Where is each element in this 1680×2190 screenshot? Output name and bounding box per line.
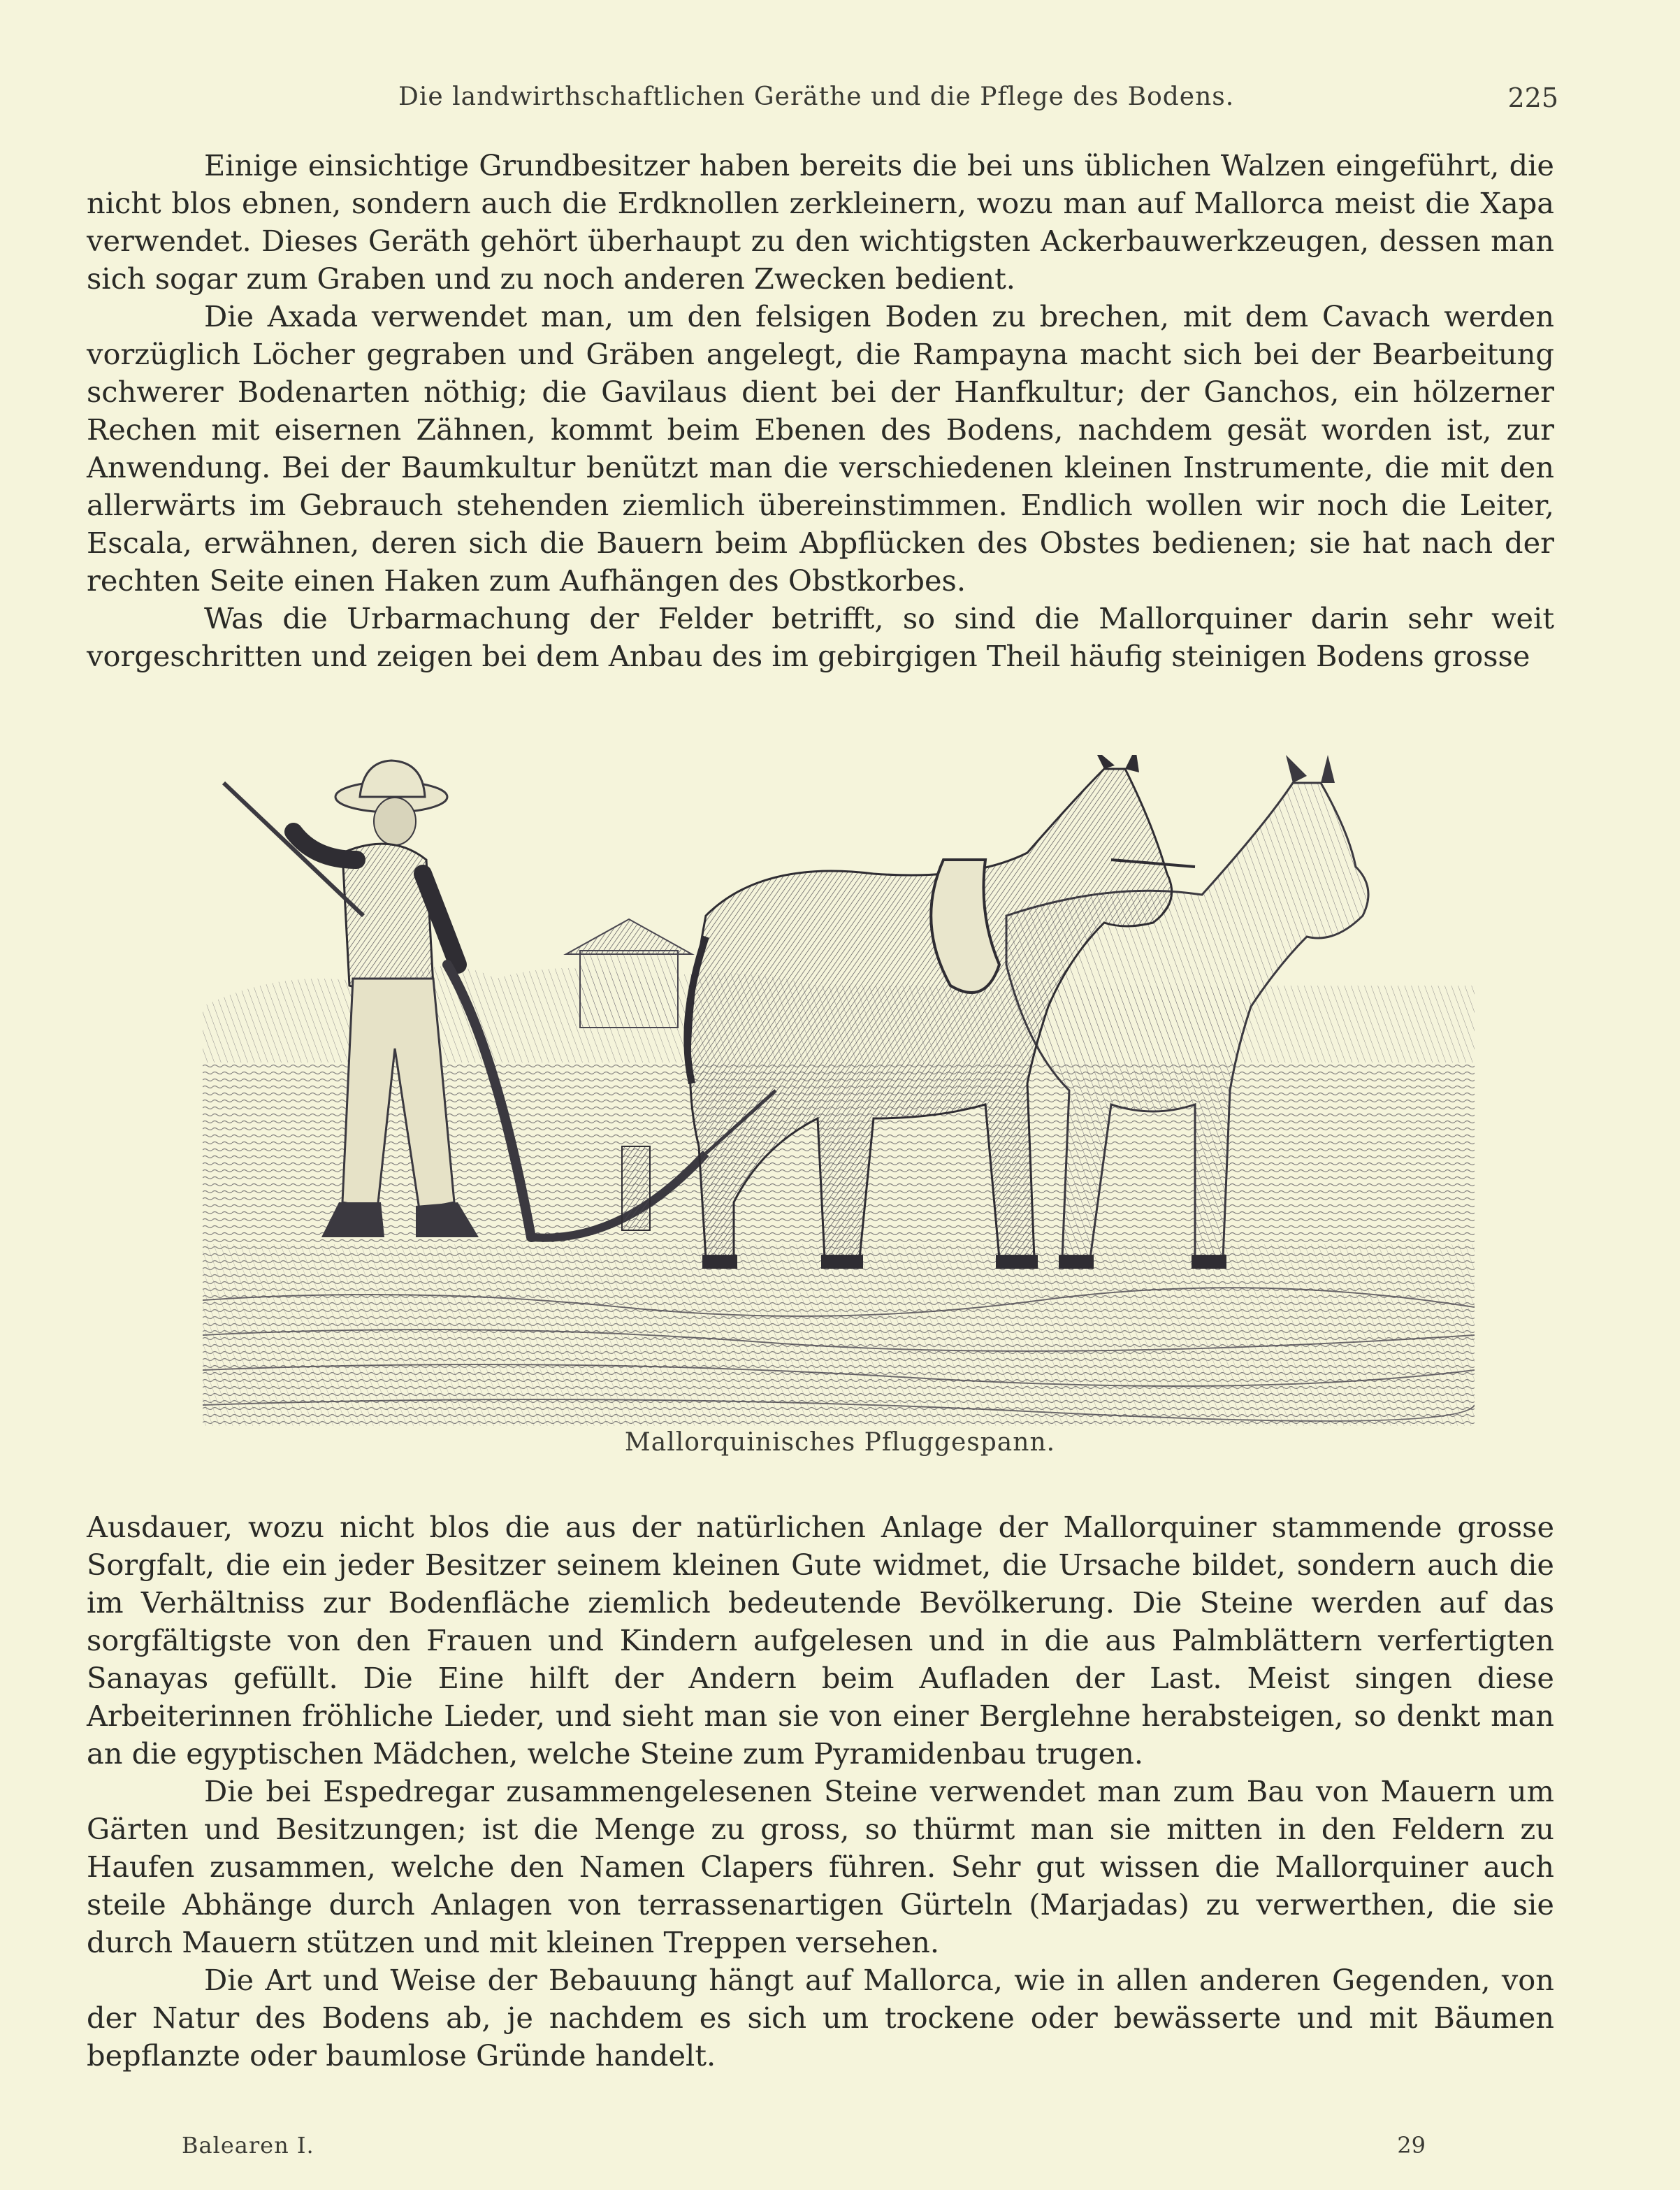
paragraph: Die Art und Weise der Bebauung hängt auf Mallorca, wie in allen anderen Gegenden, von der Natur des Bodens ab, je nachdem es sich um trockene oder bewässerte und mit Bäumen bepflanzte oder baumlose Gründe handelt.: [87, 1963, 1554, 2073]
paragraph: Die bei Espedregar zusammengelesenen Steine verwendet man zum Bau von Mauern um Gärten und Besitzungen; ist die Menge zu gross, so thürmt man sie mitten in den Feldern zu Haufen zusammen, welche den Namen Clapers führen. Sehr gut wissen die Mallorquiner auch steile Abhänge durch Anlagen von terrassenartigen Gürteln (Marjadas) zu verwerthen, die sie durch Mauern stützen und mit kleinen Treppen versehen.: [87, 1774, 1554, 1959]
page-footer: [182, 2132, 1426, 2167]
paragraph: Ausdauer, wozu nicht blos die aus der natürlichen Anlage der Mallorquiner stammende grosse Sorgfalt, die ein jeder Besitzer seinem kleinen Gute widmet, die Ursache bildet, sondern auch die im Verhältniss zur Bodenfläche ziemlich bedeutende Bevölkerung. Die Steine werden auf das sorgfältigste von den Frauen und Kindern aufgelesen und in die aus Palmblättern verfertigten Sanayas gefüllt. Die Eine hilft der Andern beim Aufladen der Last. Meist singen diese Arbeiterinnen fröhliche Lieder, und sieht man sie von einer Berglehne herabsteigen, so denkt man an die egyptischen Mädchen, welche Steine zum Pyramidenbau trugen.: [87, 1510, 1554, 1771]
running-head-title: Die landwirthschaftlichen Geräthe und die Pflege des Bodens.: [398, 82, 1235, 111]
body-text-bottom: [87, 1508, 1554, 2075]
page-number: 225: [1507, 82, 1558, 113]
running-head: [91, 82, 1558, 124]
paragraph: Was die Urbarmachung der Felder betrifft, so sind die Mallorquiner darin sehr weit vorgeschritten und zeigen bei dem Anbau des im gebirgigen Theil häufig steinigen Bodens grosse: [87, 601, 1554, 673]
paragraph: Einige einsichtige Grundbesitzer haben bereits die bei uns üblichen Walzen eingeführt, die nicht blos ebnen, sondern auch die Erdknollen zerkleinern, wozu man auf Mallorca meist die Xapa verwendet. Dieses Geräth gehört überhaupt zu den wichtigsten Ackerbauwerkzeugen, dessen man sich sogar zum Graben und zu noch anderen Zwecken bedient.: [87, 148, 1554, 296]
sheet-number: 29: [1397, 2132, 1426, 2159]
body-text-top: [87, 147, 1554, 675]
plough-team-engraving: [203, 755, 1475, 1426]
engraving-illustration: [203, 755, 1475, 1426]
paragraph: Die Axada verwendet man, um den felsigen Boden zu brechen, mit dem Cavach werden vorzüglich Löcher gegraben und Gräben angelegt, die Rampayna macht sich bei der Bearbeitung schwerer Bodenarten nöthig; die Gavilaus dient bei der Hanfkultur; der Ganchos, ein hölzerner Rechen mit eisernen Zähnen, kommt beim Ebenen des Bodens, nachdem gesät worden ist, zur Anwendung. Bei der Baumkultur benützt man die verschiedenen kleinen Instrumente, die mit den allerwärts im Gebrauch stehenden ziemlich übereinstimmen. Endlich wollen wir noch die Leiter, Escala, erwähnen, deren sich die Bauern beim Abpflücken des Obstes bedienen; sie hat nach der rechten Seite einen Haken zum Aufhängen des Obstkorbes.: [87, 299, 1554, 598]
signature-mark: Balearen I.: [182, 2132, 314, 2159]
figure-caption: Mallorquinisches Pfluggespann.: [624, 1428, 1056, 1457]
